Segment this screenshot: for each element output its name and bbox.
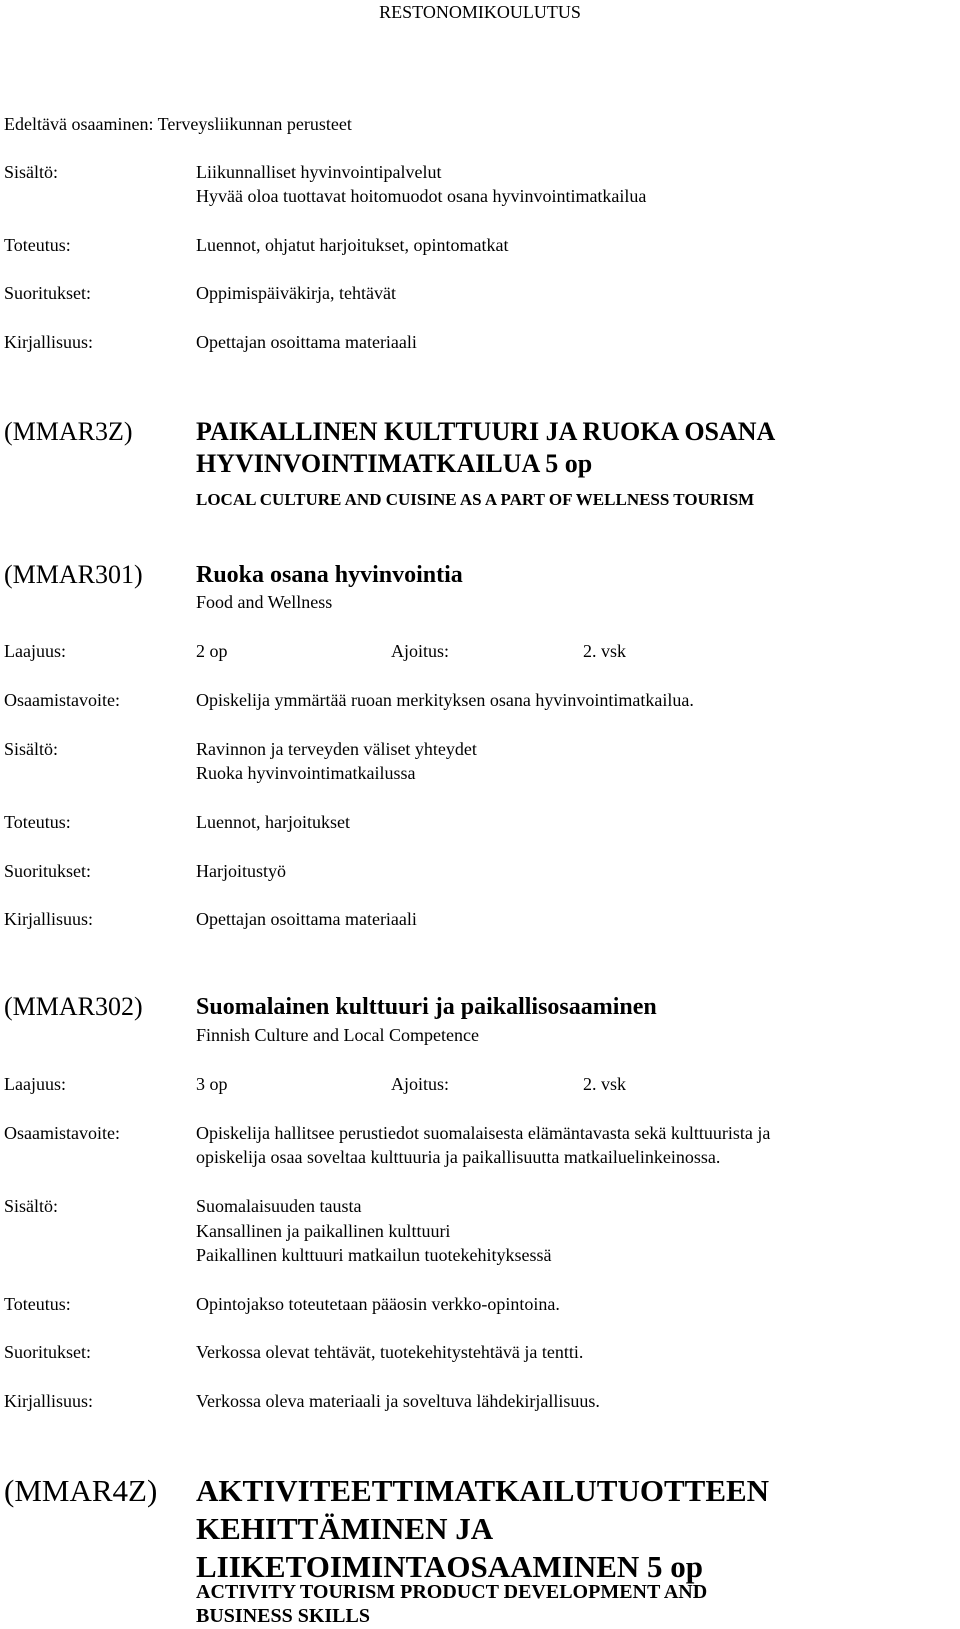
course-302-perf-value: Verkossa olevat tehtävät, tuotekehitystehtävä ja tentti. <box>196 1342 584 1362</box>
course-302-perf-label: Suoritukset: <box>4 1342 92 1362</box>
intro-lit-label: Kirjallisuus: <box>4 332 93 352</box>
module-3z-code: (MMAR3Z) <box>4 417 133 446</box>
course-302-timing-value: 2. vsk <box>583 1074 627 1094</box>
course-302-timing-label: Ajoitus: <box>391 1074 450 1094</box>
module-4z-subtitle-line: BUSINESS SKILLS <box>196 1605 370 1627</box>
course-302-content-label: Sisältö: <box>4 1196 59 1216</box>
course-302-impl-label: Toteutus: <box>4 1294 71 1314</box>
course-301-timing-label: Ajoitus: <box>391 641 450 661</box>
module-4z-title-line: LIIKETOIMINTAOSAAMINEN 5 op <box>196 1549 704 1584</box>
course-301-impl-value: Luennot, harjoitukset <box>196 812 350 832</box>
prereq-value: Terveysliikunnan perusteet <box>157 114 352 134</box>
module-4z-code: (MMAR4Z) <box>4 1473 158 1508</box>
course-301-scope-value: 2 op <box>196 641 228 661</box>
course-302-content-line: Suomalaisuuden tausta <box>196 1196 362 1216</box>
course-301-subtitle: Food and Wellness <box>196 592 333 612</box>
course-301-impl-label: Toteutus: <box>4 812 71 832</box>
module-4z-title-line: KEHITTÄMINEN JA <box>196 1511 494 1546</box>
module-3z-title-line: HYVINVOINTIMATKAILUA 5 op <box>196 449 593 478</box>
course-302-code: (MMAR302) <box>4 992 143 1021</box>
course-301-lit-value: Opettajan osoittama materiaali <box>196 909 417 929</box>
intro-lit-value: Opettajan osoittama materiaali <box>196 332 417 352</box>
intro-perf-value: Oppimispäiväkirja, tehtävät <box>196 283 396 303</box>
course-301-goal-label: Osaamistavoite: <box>4 690 120 710</box>
course-301-perf-label: Suoritukset: <box>4 861 92 881</box>
module-4z-title-line: AKTIVITEETTIMATKAILUTUOTTEEN <box>196 1473 770 1508</box>
intro-content-line: Hyvää oloa tuottavat hoitomuodot osana hyvinvointimatkailua <box>196 186 647 206</box>
intro-perf-label: Suoritukset: <box>4 283 92 303</box>
course-301-content-label: Sisältö: <box>4 739 59 759</box>
course-302-scope-label: Laajuus: <box>4 1074 66 1094</box>
course-301-scope-label: Laajuus: <box>4 641 66 661</box>
course-302-lit-value: Verkossa oleva materiaali ja soveltuva lähdekirjallisuus. <box>196 1391 600 1411</box>
module-3z-subtitle: LOCAL CULTURE AND CUISINE AS A PART OF WELLNESS TOURISM <box>196 490 755 509</box>
course-302-content-line: Paikallinen kulttuuri matkailun tuotekehityksessä <box>196 1245 552 1265</box>
course-302-scope-value: 3 op <box>196 1074 228 1094</box>
module-3z-title-line: PAIKALLINEN KULTTUURI JA RUOKA OSANA <box>196 417 776 446</box>
course-302-goal-label: Osaamistavoite: <box>4 1123 120 1143</box>
course-301-perf-value: Harjoitustyö <box>196 861 286 881</box>
course-301-code: (MMAR301) <box>4 560 143 589</box>
course-301-timing-value: 2. vsk <box>583 641 627 661</box>
course-301-lit-label: Kirjallisuus: <box>4 909 93 929</box>
course-302-title: Suomalainen kulttuuri ja paikallisosaaminen <box>196 994 657 1020</box>
course-302-subtitle: Finnish Culture and Local Competence <box>196 1025 479 1045</box>
module-4z-subtitle-line: ACTIVITY TOURISM PRODUCT DEVELOPMENT AND <box>196 1581 708 1603</box>
intro-content-label: Sisältö: <box>4 162 59 182</box>
course-301-content-line: Ravinnon ja terveyden väliset yhteydet <box>196 739 477 759</box>
intro-impl-label: Toteutus: <box>4 235 71 255</box>
course-301-goal-value: Opiskelija ymmärtää ruoan merkityksen osana hyvinvointimatkailua. <box>196 690 694 710</box>
prereq-label: Edeltävä osaaminen: Terveysliikunnan perusteet <box>4 114 352 134</box>
course-302-content-line: Kansallinen ja paikallinen kulttuuri <box>196 1221 451 1241</box>
course-302-goal-line: opiskelija osaa soveltaa kulttuuria ja paikallisuutta matkailuelinkeinossa. <box>196 1147 721 1167</box>
page-header: RESTONOMIKOULUTUS <box>379 2 581 22</box>
course-301-title: Ruoka osana hyvinvointia <box>196 562 463 588</box>
course-302-goal-line: Opiskelija hallitsee perustiedot suomalaisesta elämäntavasta sekä kulttuurista ja <box>196 1123 771 1143</box>
course-302-lit-label: Kirjallisuus: <box>4 1391 93 1411</box>
intro-content-line: Liikunnalliset hyvinvointipalvelut <box>196 162 442 182</box>
course-301-content-line: Ruoka hyvinvointimatkailussa <box>196 763 416 783</box>
intro-impl-value: Luennot, ohjatut harjoitukset, opintomatkat <box>196 235 509 255</box>
course-302-impl-value: Opintojakso toteutetaan pääosin verkko-opintoina. <box>196 1294 560 1314</box>
